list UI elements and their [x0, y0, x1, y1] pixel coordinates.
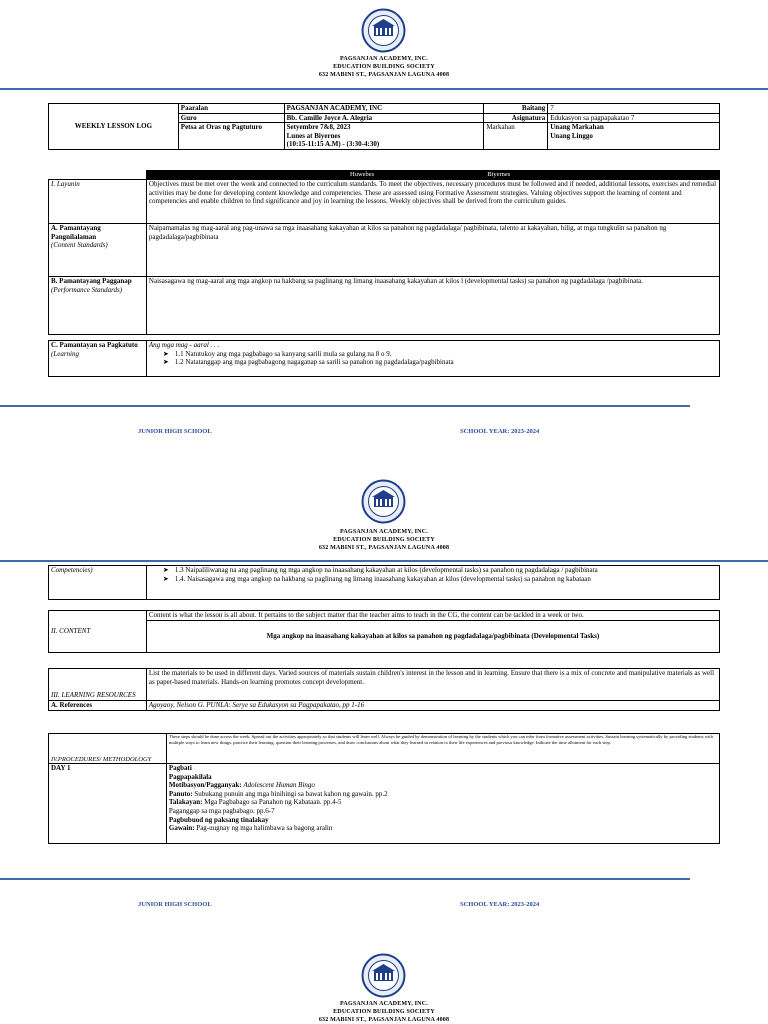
petsa-days: Lunes at Biyernes — [286, 131, 341, 140]
talakayan-text: Mga Pagbabago sa Panahon ng Kabataan. pp.4-5 — [204, 798, 342, 807]
step-pagpapakilala: Pagpapakilala — [168, 772, 212, 781]
petsa-time: (10:15-11:15 A.M) - (3:30-4:30) — [286, 140, 380, 149]
header-address-2: 632 MABINI ST., PAGSANJAN LAGUNA 4008 — [318, 545, 450, 551]
markahan-value — [548, 123, 720, 150]
motibasyon-text: Adolescent Human Bingo — [243, 781, 315, 790]
c-label: C. Pamantayan sa Pagkatuto — [51, 341, 138, 349]
asignatura-label: Asignatura — [484, 113, 548, 123]
gawain-text: Pag-uugnay ng mga halimbawa sa bagong aralin — [196, 824, 333, 833]
header-org-2: PAGSANJAN ACADEMY, INC. — [340, 529, 428, 535]
footer-divider — [0, 405, 690, 407]
footer-right: SCHOOL YEAR: 2023-2024 — [460, 428, 540, 435]
footer-left: JUNIOR HIGH SCHOOL — [138, 428, 212, 435]
day1-steps — [166, 764, 719, 844]
guro-value: Bb. Camille Joyce A. Alegria — [284, 113, 484, 123]
col-biyernes: Biyernes — [487, 171, 511, 178]
content-title: Mga angkop na inaasahang kakayahan at kilos sa panahon ng pagdadalaga/pagbibinata (Developmental Tasks) — [146, 620, 719, 652]
gawain-label: Gawain: — [168, 824, 197, 833]
a-label: A. Pamantayang Pangnilalaman — [51, 224, 101, 241]
resources-table — [48, 668, 720, 711]
competencies-label: Competencies) — [49, 566, 147, 600]
c-item-2: ➤ 1.2 Natatanggap ang mga pagbabagong nagaganap sa sarili sa panahon ng pagdadalaga/pagbibinata — [149, 358, 717, 367]
resources-label: III. LEARNING RESOURCES — [49, 669, 147, 701]
info-table — [48, 103, 720, 150]
footer-divider-2 — [0, 878, 690, 880]
asignatura-value: Edukasyon sa pagpapakatao 7 — [548, 113, 720, 123]
footer-right-2: SCHOOL YEAR: 2023-2024 — [460, 901, 540, 908]
layunin-label: I. Layunin — [49, 180, 147, 224]
motibasyon-label: Motibasyon/Pagganyak: — [168, 781, 244, 790]
header-org-3: PAGSANJAN ACADEMY, INC. — [340, 1001, 428, 1007]
day-label: DAY 1 — [49, 764, 167, 844]
petsa-label: Petsa at Oras ng Pagtuturo — [178, 123, 284, 150]
baitang-value: 7 — [548, 104, 720, 114]
header-society-2: EDUCATION BUILDING SOCIETY — [333, 537, 435, 543]
petsa-date: Setyembre 7&8, 2023 — [286, 123, 351, 132]
markahan-quarter: Unang Markahan — [550, 123, 604, 132]
a-sub: (Content Standards) — [51, 241, 108, 250]
procedures-table — [48, 733, 720, 844]
panuto-label: Panuto: — [168, 789, 195, 798]
step-pagbubuod: Pagbubuod ng paksang tinalakay — [168, 815, 269, 824]
talakayan-label: Talakayan: — [168, 798, 205, 807]
c-cell — [146, 341, 719, 377]
school-logo-3 — [355, 953, 412, 998]
header-society-3: EDUCATION BUILDING SOCIETY — [333, 1009, 435, 1015]
school-logo — [355, 8, 412, 53]
comp-item-2: ➤ 1.4. Naisasagawa ang mga angkop na hakbang sa paglinang ng limang inaasahang kakayahan at kilos (developmental tasks) sa panahon ng kabataan — [149, 575, 717, 584]
pamantayang-pagganap — [49, 277, 147, 335]
c-item-1: ➤ 1.1 Natutukoy ang mga pagbabago sa kanyang sarili mula sa gulang na 8 o 9. — [149, 350, 717, 359]
guro-label: Guro — [178, 113, 284, 123]
header-society: EDUCATION BUILDING SOCIETY — [333, 64, 435, 70]
step-paganggap: Paganggap sa mga pagbabago. pp.6-7 — [168, 806, 275, 815]
references-label: A. References — [49, 701, 147, 711]
footer-left-2: JUNIOR HIGH SCHOOL — [138, 901, 212, 908]
procedures-desc: These steps should be done across the week. Spread out the activities appropriately so that students will learn well. Always be guided by demonstration of learning by the students which you can infer from formative assessment activities. Sustain learning systematically by providing students with multiple ways to learn new things, practice their learning, question their learning processes, and draw conclusions about what they learned in relation to their life experiences and previous knowledge. Indicate the time allotment for each step. — [166, 734, 719, 764]
panuto-text: Subukang punuin ang mga hinihingi sa bawat kahon ng gawain. pp.2 — [194, 789, 388, 798]
pamantayang-pangnilalaman — [49, 224, 147, 277]
col-huwebes: Huwebes — [350, 171, 375, 178]
step-panuto — [169, 790, 717, 799]
markahan-week: Unang Linggo — [550, 131, 593, 140]
competencies-cell — [146, 566, 719, 600]
school-logo-2 — [355, 479, 412, 524]
c-intro: Ang mga mag - aaral . . . — [148, 341, 220, 349]
step-pagbati: Pagbati — [168, 764, 192, 772]
resources-desc: List the materials to be used in different days. Varied sources of materials sustain children's interest in the lesson and in learning. Ensure that there is a mix of concrete and manipulative materials as well as paper-based materials. Hands-on learning promotes concept development. — [146, 669, 719, 701]
competencies-table — [48, 565, 720, 600]
header-org: PAGSANJAN ACADEMY, INC. — [340, 56, 428, 62]
references-text: Agoyaoy, Nelson G. PUNLA: Serye sa Edukasyon sa Pagpapakatao, pp 1-16 — [146, 701, 719, 711]
markahan-label: Markahan — [484, 123, 548, 150]
header-address-3: 632 MABINI ST., PAGSANJAN LAGUNA 4008 — [318, 1017, 450, 1023]
step-motibasyon — [169, 781, 717, 790]
comp-item-1: ➤ 1.3 Naipaliliwanag na ang paglinang ng mga angkop na inaasahang kakayahan at kilos (developmental tasks) sa panahon ng pagdadalaga / pagbibinata — [149, 566, 717, 575]
header-divider-2 — [0, 560, 768, 562]
pamantayan-sa-pagkatuto — [49, 341, 147, 377]
a-text: Naipamamalas ng mag-aaral ang pag-unawa sa mga inaasahang kakayahan at kilos sa panahon ng pagdadalaga/ pagbibinata, talento at kakayahan, hilig, at mga tungkulin sa panahon ng pagdadalaga/pagbibinata — [146, 224, 719, 277]
step-talakayan — [169, 798, 717, 807]
petsa-value — [284, 123, 484, 150]
b-label: B. Pamantayang Pagganap — [51, 277, 132, 285]
learning-table — [48, 340, 720, 377]
content-desc: Content is what the lesson is all about. It pertains to the subject matter that the teacher aims to teach in the CG, the content can be tackled in a week or two. — [146, 611, 719, 621]
b-text: Naisasagawa ng mag-aaral ang mga angkop na hakbang sa paglinang ng limang inaasahang kakayahan at kilos l (developmental tasks) sa panahon ng pagdadalaga /pagbibinata. — [146, 277, 719, 335]
paaralan-value: PAGSANJAN ACADEMY, INC — [284, 104, 484, 114]
b-sub: (Performance Standards) — [51, 285, 123, 294]
performance-table — [48, 276, 720, 335]
lesson-log-title: WEEKLY LESSON LOG — [49, 104, 179, 150]
header-address: 632 MABINI ST., PAGSANJAN LAGUNA 4008 — [318, 72, 450, 78]
header-divider — [0, 88, 768, 90]
step-gawain — [169, 824, 717, 833]
c-sub: (Learning — [51, 349, 79, 358]
baitang-label: Baitang — [484, 104, 548, 114]
objectives-table — [48, 170, 720, 277]
content-label: II. CONTENT — [49, 611, 147, 653]
layunin-text: Objectives must be met over the week and connected to the curriculum standards. To meet the objectives, necessary procedures must be followed and if needed, additional lessons, exercises and remedial activities may be done for developing content knowledge and competencies. These are assessed using Formative Assessment strategies. Valuing objectives support the learning of content and competencies and enable children to find significance and joy in learning the lessons. Weekly objectives shall be derived from the curriculum guides. — [146, 180, 719, 224]
procedures-label: IV.PROCEDURES/ METHODOLOGY — [49, 734, 167, 764]
paaralan-label: Paaralan — [178, 104, 284, 114]
content-table — [48, 610, 720, 653]
